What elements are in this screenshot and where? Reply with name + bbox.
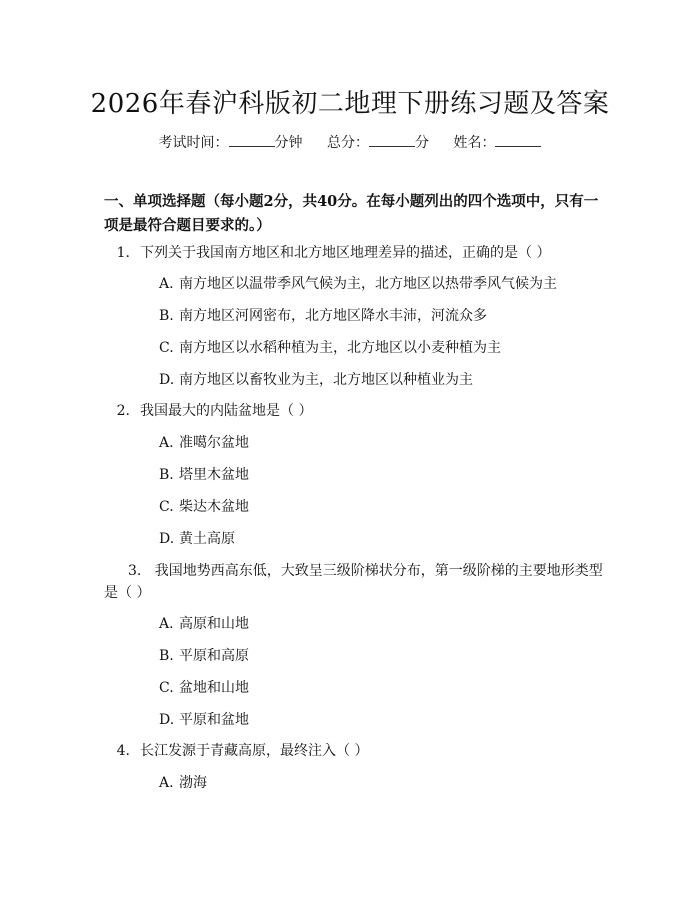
option-letter: A. [159, 775, 174, 791]
option-letter: C. [159, 499, 174, 515]
option-letter: A. [159, 276, 174, 292]
option-letter: B. [159, 648, 174, 664]
option-text: 南方地区河网密布，北方地区降水丰沛，河流众多 [179, 308, 487, 324]
option-text: 柴达木盆地 [179, 499, 249, 515]
option-letter: D. [159, 531, 175, 547]
option-3a [159, 614, 249, 634]
time-label: 考试时间： [158, 135, 229, 151]
option-letter: A. [159, 435, 174, 451]
option-letter: C. [159, 680, 174, 696]
option-letter: B. [159, 308, 174, 324]
score-blank [369, 134, 415, 147]
total-score [327, 135, 429, 151]
student-name [453, 135, 541, 151]
question-3 [104, 560, 604, 604]
option-1b [159, 306, 487, 326]
option-3d [159, 710, 249, 730]
time-unit: 分钟 [274, 135, 303, 151]
option-letter: A. [159, 616, 174, 632]
question-1 [104, 243, 550, 263]
option-letter: B. [159, 467, 174, 483]
option-3c [159, 678, 249, 698]
section-heading: 一、单项选择题（每小题2分，共40分。在每小题列出的四个选项中，只有一项是最符合题目要求的。） [104, 193, 599, 234]
option-1a [159, 274, 557, 294]
question-number: 2. [116, 403, 130, 419]
option-text: 黄土高原 [179, 531, 235, 547]
question-number: 3. [128, 563, 142, 579]
question-text: 下列关于我国南方地区和北方地区地理差异的描述，正确的是（ ） [140, 245, 551, 261]
option-2a [159, 433, 249, 453]
option-1c [159, 338, 501, 358]
option-text: 盆地和山地 [179, 680, 249, 696]
option-text: 平原和盆地 [179, 712, 249, 728]
question-text: 长江发源于青藏高原，最终注入（ ） [140, 743, 369, 759]
option-3b [159, 646, 249, 666]
option-text: 平原和高原 [179, 648, 249, 664]
question-text: 我国最大的内陆盆地是（ ） [140, 403, 313, 419]
option-text: 高原和山地 [179, 616, 249, 632]
score-unit: 分 [415, 135, 429, 151]
exam-meta [0, 132, 700, 152]
option-text: 塔里木盆地 [179, 467, 249, 483]
option-text: 南方地区以畜牧业为主，北方地区以种植业为主 [179, 372, 473, 388]
option-2d [159, 529, 235, 549]
option-4a [159, 773, 207, 793]
option-letter: D. [159, 372, 175, 388]
option-letter: D. [159, 712, 175, 728]
exam-time [159, 135, 303, 151]
option-letter: C. [159, 340, 174, 356]
option-text: 准噶尔盆地 [179, 435, 249, 451]
option-2c [159, 497, 249, 517]
question-number: 4. [116, 743, 130, 759]
option-text: 渤海 [179, 775, 207, 791]
option-1d [159, 370, 473, 390]
option-text: 南方地区以温带季风气候为主，北方地区以热带季风气候为主 [179, 276, 557, 292]
time-blank [229, 134, 275, 147]
question-2 [104, 401, 312, 421]
page-title: 2026年春沪科版初二地理下册练习题及答案 [90, 89, 610, 119]
option-2b [159, 465, 249, 485]
question-text: 我国地势西高东低，大致呈三级阶梯状分布，第一级阶梯的主要地形类型是（ ） [104, 563, 603, 601]
question-4 [104, 741, 368, 761]
name-label: 姓名： [453, 135, 496, 151]
question-number: 1. [116, 245, 130, 261]
score-label: 总分： [327, 135, 369, 151]
name-blank [495, 134, 541, 147]
option-text: 南方地区以水稻种植为主，北方地区以小麦种植为主 [179, 340, 501, 356]
